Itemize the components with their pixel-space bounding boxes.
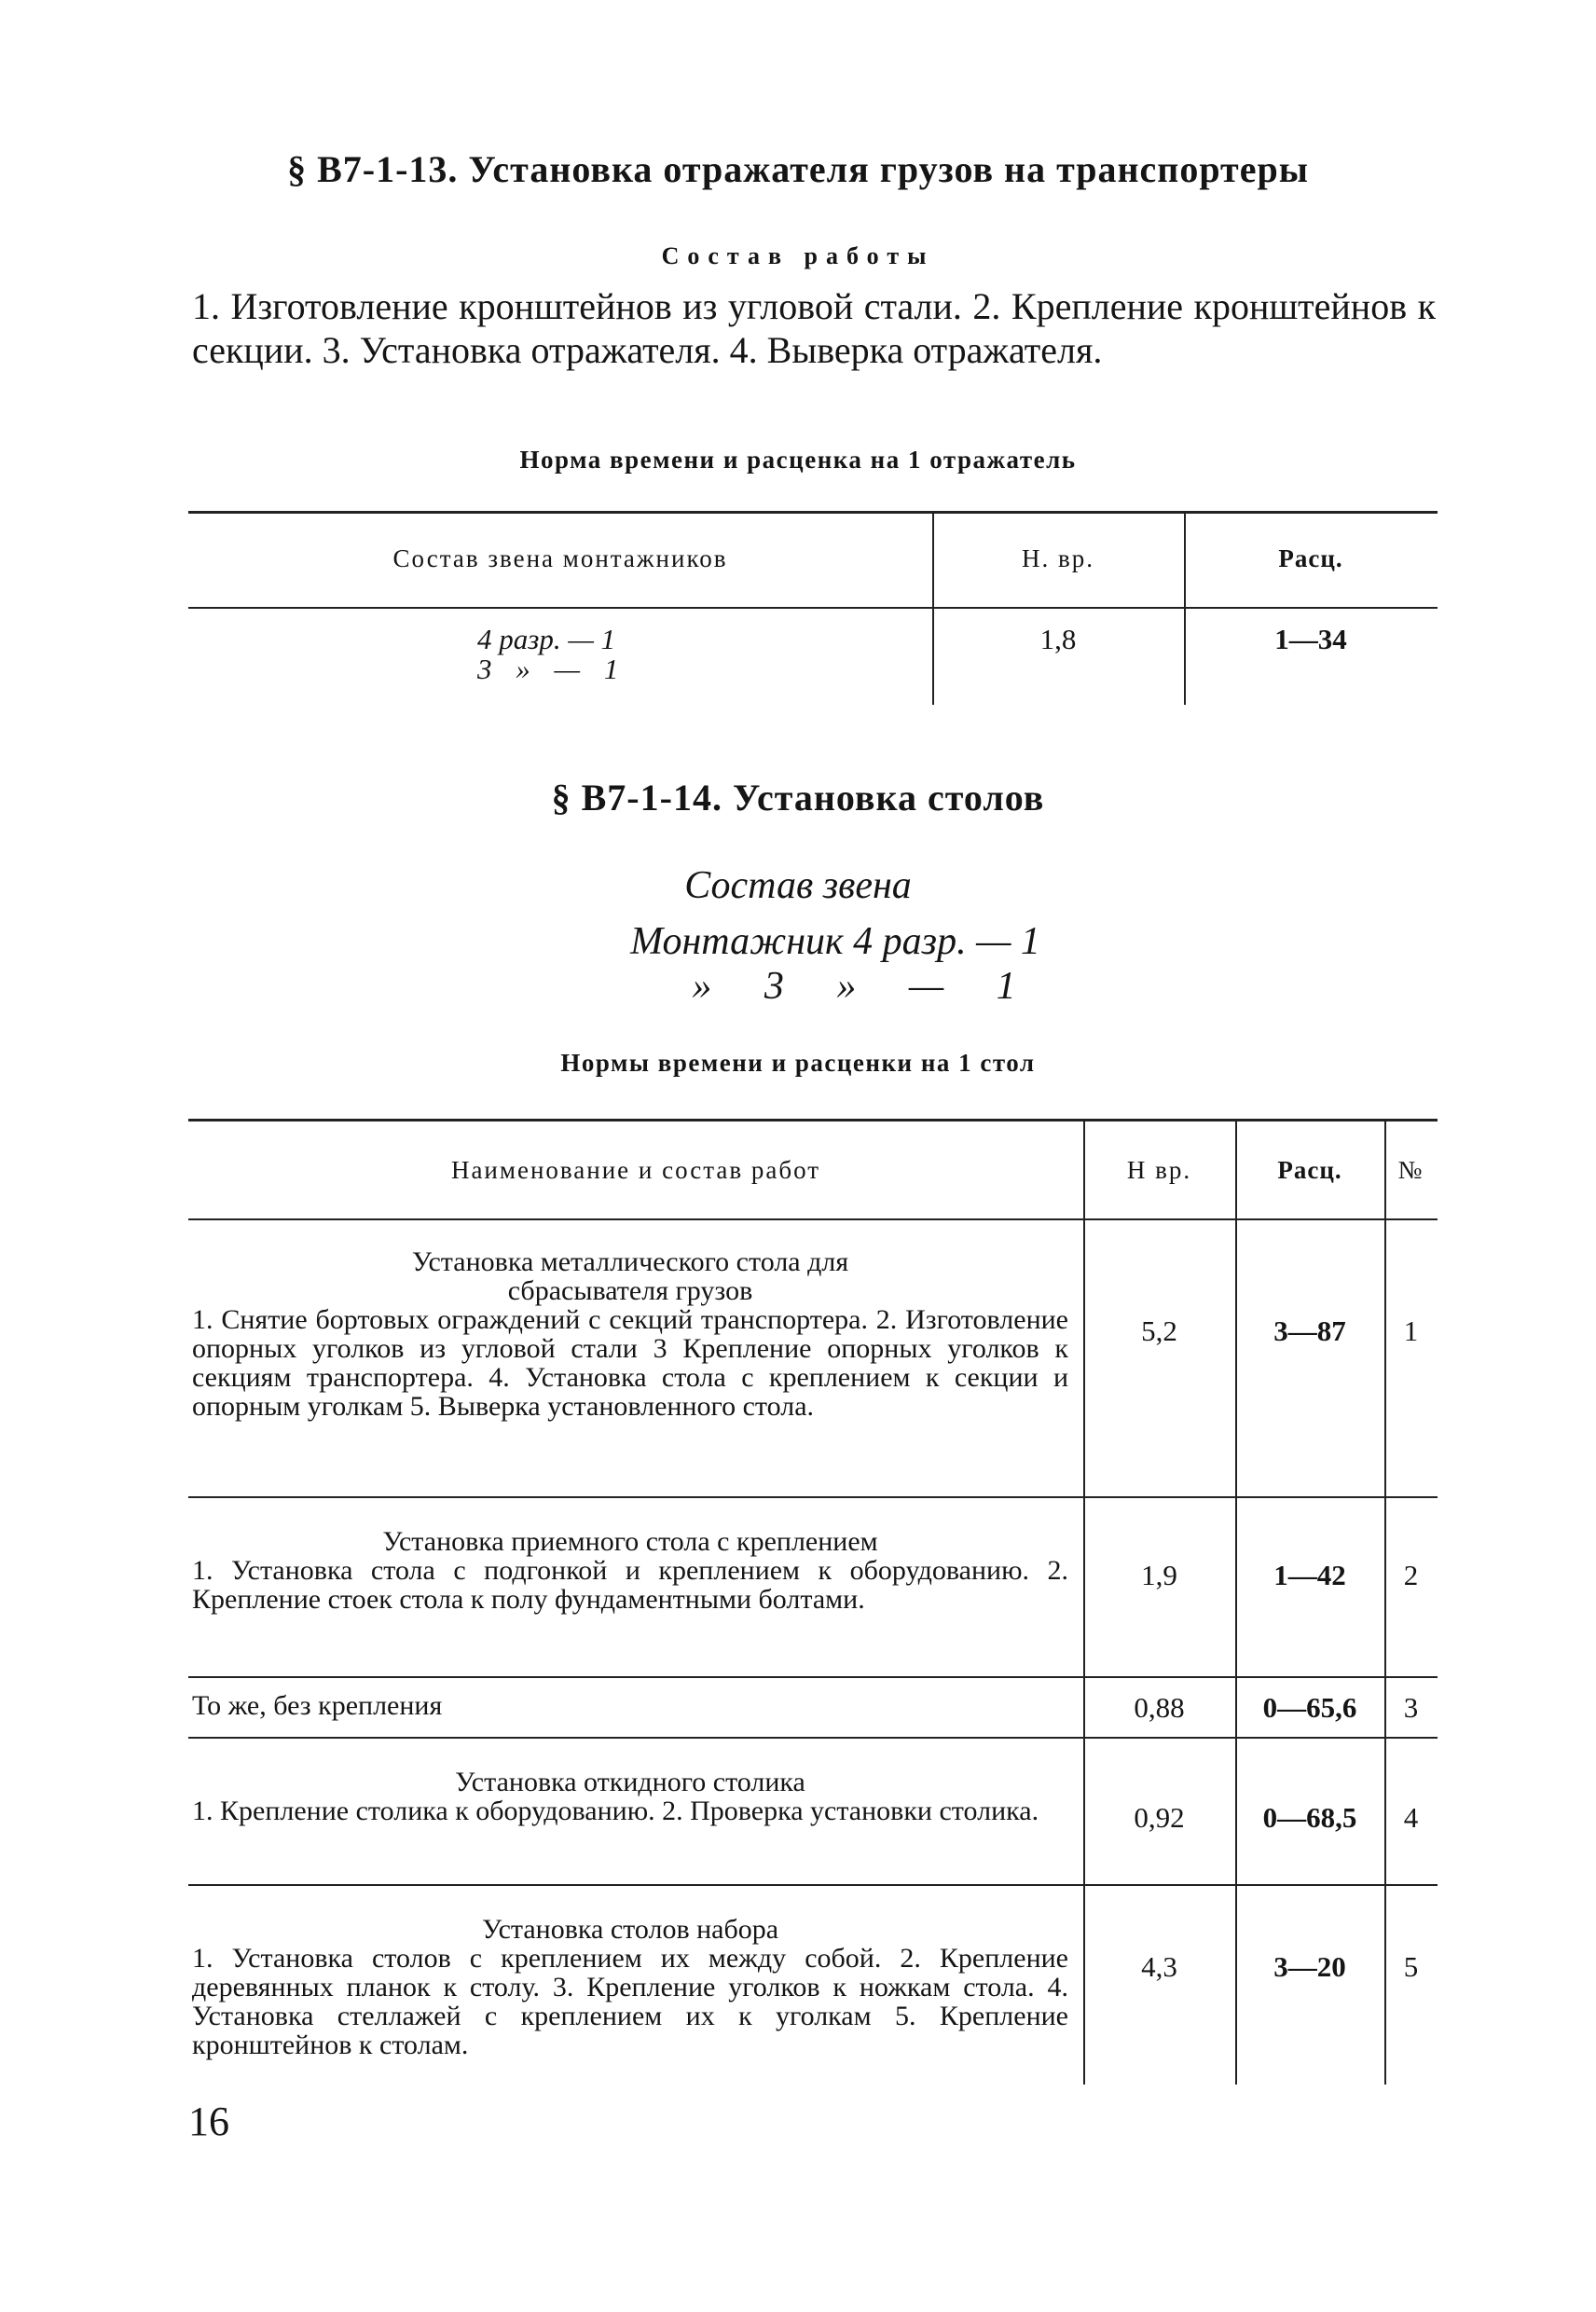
row-4-number: 4 xyxy=(1403,1801,1419,1834)
table-row-3-work xyxy=(192,1691,1068,1720)
row-1-norm: 5,2 xyxy=(1141,1314,1177,1347)
row-2-number: 2 xyxy=(1403,1559,1419,1591)
row-2-rate: 1—42 xyxy=(1273,1559,1346,1591)
table-row-5-work xyxy=(192,1915,1068,2059)
row-5-number: 5 xyxy=(1403,1950,1419,1983)
row-4-rate: 0—68,5 xyxy=(1262,1801,1357,1834)
row-4-norm: 0,92 xyxy=(1134,1801,1185,1834)
table-row-4-work xyxy=(192,1768,1068,1825)
row-1-rate: 3—87 xyxy=(1273,1314,1346,1347)
row-title: Установка откидного столика xyxy=(455,1767,805,1797)
brigade-heading: Состав звена xyxy=(684,864,912,907)
row-title: Установка приемного стола с креплением xyxy=(382,1526,878,1557)
row-2-norm: 1,9 xyxy=(1141,1559,1177,1591)
row-5-rate: 3—20 xyxy=(1273,1950,1346,1983)
row-description: 1. Крепление столика к оборудованию. 2. Проверка установки столика. xyxy=(192,1796,1039,1826)
row-description: 1. Установка столов с креплением их между собой. 2. Крепление деревянных планок к столу. 3. Крепление уголков к ножкам стола. 4. Установка стеллажей с креплением их к уголкам 5. Крепление кронштейнов к столам. xyxy=(192,1943,1068,2060)
col-header-rate: Расц. xyxy=(1277,1156,1342,1184)
table-row-1-work xyxy=(192,1247,1068,1421)
page-number: 16 xyxy=(188,2099,229,2144)
table-row-2-work xyxy=(192,1527,1068,1614)
row-title: Установка столов набора xyxy=(481,1914,779,1945)
crew-line-2: 3 » — 1 xyxy=(477,653,619,685)
section-1-title: § В7-1-13. Установка отражателя грузов на транспортеры xyxy=(287,148,1309,190)
row-3-rate: 0—65,6 xyxy=(1262,1691,1357,1724)
row-description: То же, без крепления xyxy=(192,1690,443,1721)
row-3-number: 3 xyxy=(1403,1691,1419,1724)
brigade-line-1: Монтажник 4 разр. — 1 xyxy=(630,920,1040,963)
row-3-norm: 0,88 xyxy=(1134,1691,1185,1724)
brigade-line-2: » 3 » — 1 xyxy=(692,965,1016,1008)
norm-value: 1,8 xyxy=(1039,623,1077,655)
col-header-rate: Расц. xyxy=(1278,544,1343,572)
col-header-number: № xyxy=(1397,1156,1424,1184)
row-description: 1. Снятие бортовых ограждений с секций транспортера. 2. Изготовление опорных уголков из угловой стали 3 Крепление опорных уголков к секциям транспортера. 4. Установка стола с креплением к секции и опорным уголкам 5. Выверка установленного стола. xyxy=(192,1304,1068,1422)
row-description: 1. Установка стола с подгонкой и креплением к оборудованию. 2. Крепление стоек стола к полу фундаментными болтами. xyxy=(192,1555,1068,1615)
work-heading: Состав работы xyxy=(661,242,935,269)
row-5-norm: 4,3 xyxy=(1141,1950,1177,1983)
section-2-title: § В7-1-14. Установка столов xyxy=(551,777,1045,819)
row-title: Установка металлического стола для сбрасывателя грузов xyxy=(411,1246,849,1306)
col-header-norm: Н. вр. xyxy=(1022,544,1094,572)
col-header-work: Наименование и состав работ xyxy=(450,1156,821,1184)
rate-value: 1—34 xyxy=(1274,623,1347,655)
work-text: 1. Изготовление кронштейнов из угловой стали. 2. Крепление кронштейнов к секции. 3. Установка отражателя. 4. Выверка отражателя. xyxy=(192,285,1436,371)
table-2-caption: Нормы времени и расценки на 1 стол xyxy=(560,1049,1036,1077)
table-1-caption: Норма времени и расценка на 1 отражатель xyxy=(519,446,1077,474)
col-header-norm: Н вр. xyxy=(1126,1156,1192,1184)
crew-line-1: 4 разр. — 1 xyxy=(477,623,616,655)
row-1-number: 1 xyxy=(1403,1314,1419,1347)
col-header-crew: Состав звена монтажников xyxy=(392,544,728,572)
